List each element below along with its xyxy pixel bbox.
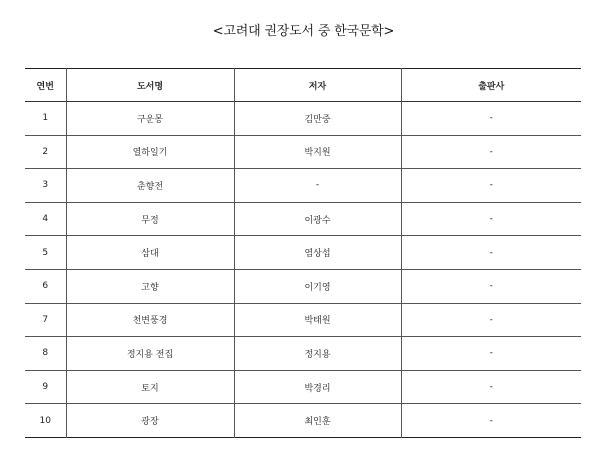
recommended-books-table <box>25 68 581 438</box>
cell-number: 10 <box>39 415 51 426</box>
header-number: 연번 <box>36 81 54 92</box>
cell-author: 이광수 <box>234 202 401 236</box>
cell-author: - <box>234 169 401 203</box>
cell-book-title: 고향 <box>66 269 234 303</box>
header-publisher: 출판사 <box>401 69 581 102</box>
cell-number: 6 <box>42 281 49 292</box>
cell-publisher: - <box>401 135 581 169</box>
cell-book-title: 광장 <box>66 404 234 438</box>
table-row <box>25 169 581 203</box>
header-author: 저자 <box>234 69 401 102</box>
cell-publisher: - <box>401 370 581 404</box>
table-header-row <box>25 69 581 102</box>
cell-publisher: - <box>401 303 581 337</box>
cell-author: 박태원 <box>234 303 401 337</box>
cell-publisher: - <box>401 236 581 270</box>
cell-book-title: 정지용 전집 <box>66 337 234 371</box>
table-row <box>25 269 581 303</box>
cell-publisher: - <box>401 404 581 438</box>
cell-book-title: 삼대 <box>66 236 234 270</box>
table-row <box>25 303 581 337</box>
cell-number: 3 <box>42 180 49 191</box>
cell-number: 5 <box>42 247 49 258</box>
cell-book-title: 토지 <box>66 370 234 404</box>
cell-number: 4 <box>42 214 49 225</box>
cell-book-title: 천변풍경 <box>66 303 234 337</box>
cell-author: 정지용 <box>234 337 401 371</box>
table-row <box>25 202 581 236</box>
cell-author: 박지원 <box>234 135 401 169</box>
table-row <box>25 404 581 438</box>
cell-author: 이기영 <box>234 269 401 303</box>
cell-book-title: 무정 <box>66 202 234 236</box>
cell-publisher: - <box>401 269 581 303</box>
cell-author: 박경리 <box>234 370 401 404</box>
table-row <box>25 337 581 371</box>
cell-number: 2 <box>42 146 49 157</box>
cell-publisher: - <box>401 337 581 371</box>
table-row <box>25 102 581 136</box>
table-row <box>25 236 581 270</box>
table-row <box>25 135 581 169</box>
cell-author: 염상섭 <box>234 236 401 270</box>
cell-number: 9 <box>42 382 49 393</box>
cell-number: 7 <box>42 314 49 325</box>
cell-number: 1 <box>42 113 49 124</box>
cell-number: 8 <box>42 348 49 359</box>
cell-publisher: - <box>401 202 581 236</box>
page-title: <고려대 권장도서 중 한국문학> <box>212 24 395 39</box>
table-row <box>25 370 581 404</box>
cell-publisher: - <box>401 169 581 203</box>
cell-author: 최인훈 <box>234 404 401 438</box>
cell-book-title: 춘향전 <box>66 169 234 203</box>
cell-book-title: 열하일기 <box>66 135 234 169</box>
header-book-title: 도서명 <box>66 69 234 102</box>
cell-author: 김만중 <box>234 102 401 136</box>
cell-book-title: 구운몽 <box>66 102 234 136</box>
cell-publisher: - <box>401 102 581 136</box>
